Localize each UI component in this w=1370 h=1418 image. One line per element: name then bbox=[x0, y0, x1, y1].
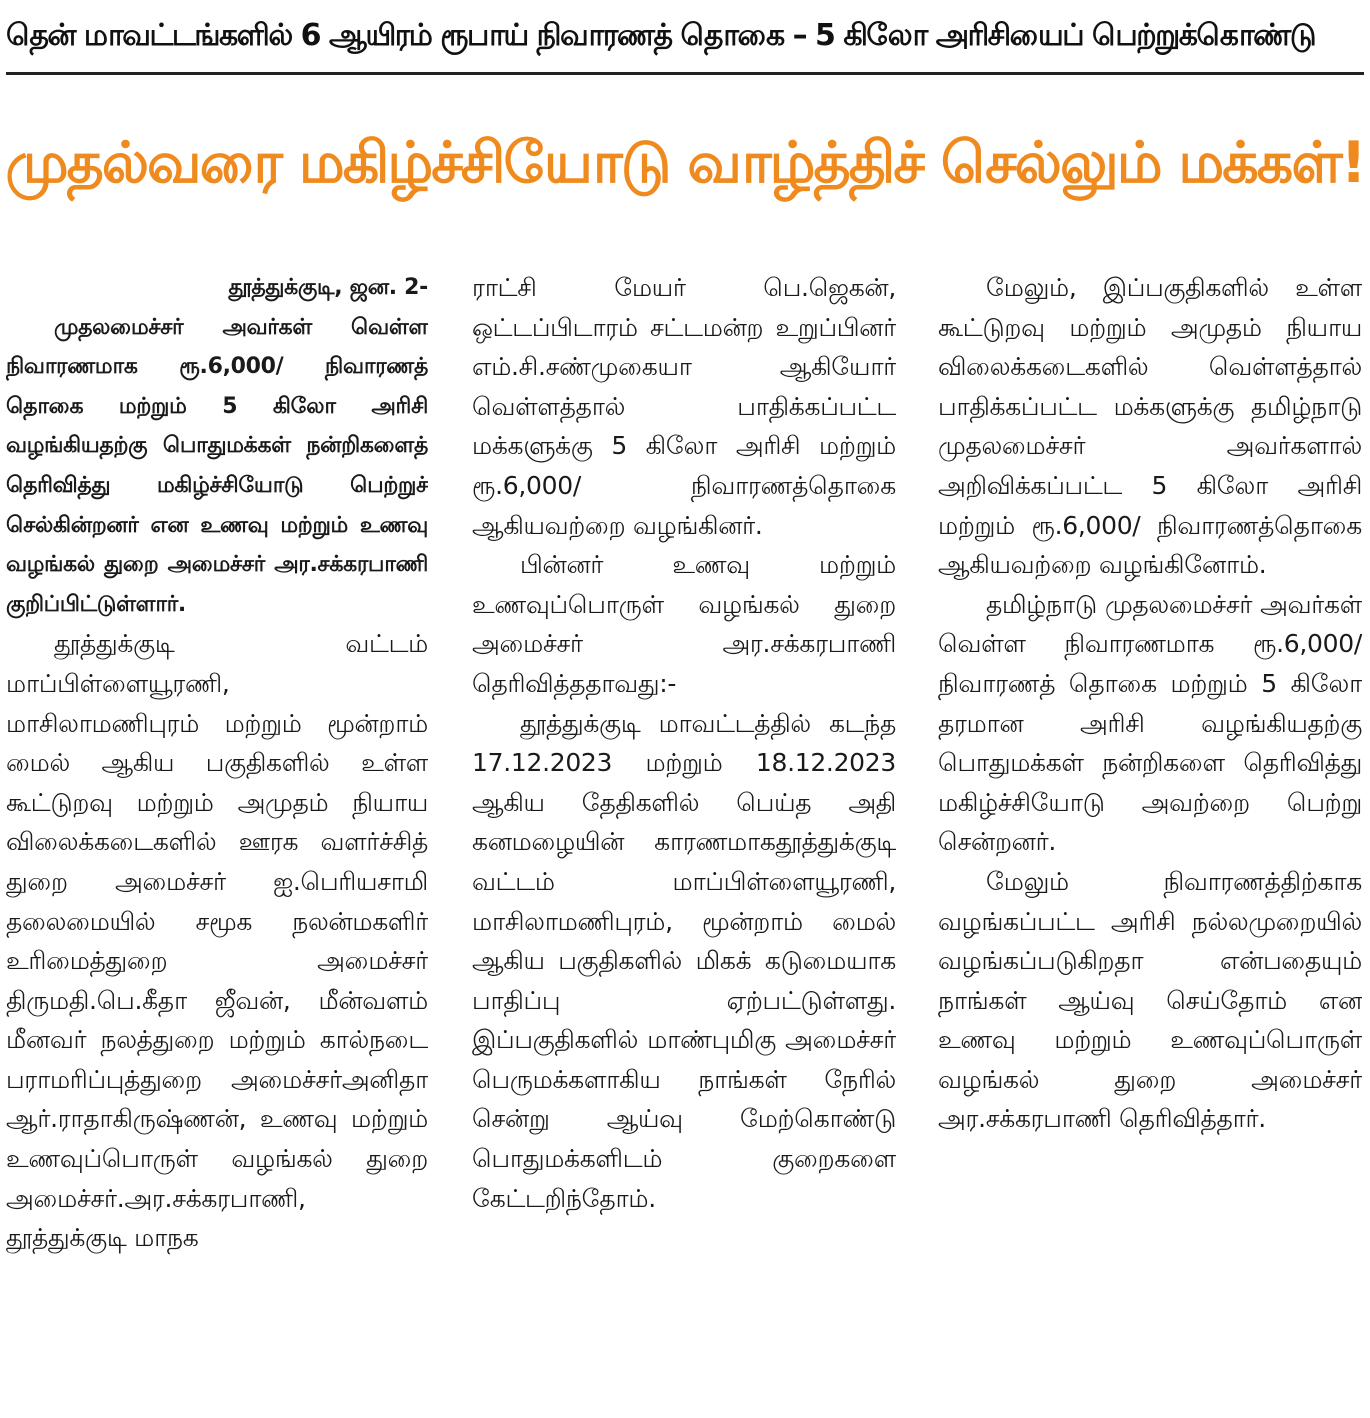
main-headline: முதல்வரை மகிழ்ச்சியோடு வாழ்த்திச் செல்லும் மக்கள்! bbox=[5, 130, 1365, 196]
dateline: தூத்துக்குடி, ஜன. 2- bbox=[228, 275, 428, 300]
lead-paragraph: முதலமைச்சர் அவர்கள் வெள்ள நிவாரணமாக ரூ.6,000/ நிவாரணத் தொகை மற்றும் 5 கிலோ அரிசி வழங்கியதற்கு பொதுமக்கள் நன்றிகளைத் தெரிவித்து மகிழ்ச்சியோடு பெற்றுச் செல்கின்றனர் என உணவு மற்றும் உணவு வழங்கல் துறை அமைச்சர் அர.சக்கரபாணி குறிப்பிட்டுள்ளார். bbox=[6, 314, 428, 617]
body-paragraph: பின்னர் உணவு மற்றும் உணவுப்பொருள் வழங்கல் துறை அமைச்சர் அர.சக்கரபாணி தெரிவித்ததாவது:- bbox=[472, 550, 896, 698]
body-paragraph: தூத்துக்குடி மாவட்டத்தில் கடந்த 17.12.2023 மற்றும் 18.12.2023 ஆகிய தேதிகளில் பெய்த அதி கனமழையின் காரணமாகதூத்துக்குடி வட்டம் மாப்பிள்ளையூரணி, மாசிலாமணிபுரம், மூன்றாம் மைல் ஆகிய பகுதிகளில் மிகக் கடுமையாக பாதிப்பு ஏற்பட்டுள்ளது. இப்பகுதிகளில் மாண்புமிகு அமைச்சர் பெருமக்களாகிய நாங்கள் நேரில் சென்று ஆய்வு மேற்கொண்டு பொதுமக்களிடம் குறைகளை கேட்டறிந்தோம். bbox=[472, 708, 896, 1213]
header-rule bbox=[6, 72, 1364, 75]
article-column-3 bbox=[938, 268, 1362, 1408]
article-column-1 bbox=[6, 268, 428, 1408]
body-paragraph: ராட்சி மேயர் பெ.ஜெகன், ஒட்டப்பிடாரம் சட்டமன்ற உறுப்பினர் எம்.சி.சண்முகையா ஆகியோர் வெள்ளத்தால் பாதிக்கப்பட்ட மக்களுக்கு 5 கிலோ அரிசி மற்றும் ரூ.6,000/ நிவாரணத்தொகை ஆகியவற்றை வழங்கினர். bbox=[472, 273, 896, 540]
body-paragraph: தமிழ்நாடு முதலமைச்சர் அவர்கள் வெள்ள நிவாரணமாக ரூ.6,000/ நிவாரணத் தொகை மற்றும் 5 கிலோ தரமான அரிசி வழங்கியதற்கு பொதுமக்கள் நன்றிகளை தெரிவித்து மகிழ்ச்சியோடு அவற்றை பெற்று சென்றனர். bbox=[938, 589, 1362, 857]
body-paragraph: தூத்துக்குடி வட்டம் மாப்பிள்ளையூரணி, மாசிலாமணிபுரம் மற்றும் மூன்றாம் மைல் ஆகிய பகுதிகளில் உள்ள கூட்டுறவு மற்றும் அமுதம் நியாய விலைக்கடைகளில் ஊரக வளர்ச்சித் துறை அமைச்சர் ஐ.பெரியசாமி தலைமையில் சமூக நலன்மகளிர் உரிமைத்துறை அமைச்சர் திருமதி.பெ.கீதா ஜீவன், மீன்வளம் மீனவர் நலத்துறை மற்றும் கால்நடை பராமரிப்புத்துறை அமைச்சர்அனிதா ஆர்.ராதாகிருஷ்ணன், உணவு மற்றும் உணவுப்பொருள் வழங்கல் துறை அமைச்சர்.அர.சக்கரபாணி, தூத்துக்குடி மாநக bbox=[6, 629, 428, 1253]
article-column-2 bbox=[472, 268, 896, 1408]
kicker-headline: தென் மாவட்டங்களில் 6 ஆயிரம் ரூபாய் நிவாரணத் தொகை – 5 கிலோ அரிசியைப் பெற்றுக்கொண்டு bbox=[6, 17, 1316, 53]
body-paragraph: மேலும், இப்பகுதிகளில் உள்ள கூட்டுறவு மற்றும் அமுதம் நியாய விலைக்கடைகளில் வெள்ளத்தால் பாதிக்கப்பட்ட மக்களுக்கு தமிழ்நாடு முதலமைச்சர் அவர்களால் அறிவிக்கப்பட்ட 5 கிலோ அரிசி மற்றும் ரூ.6,000/ நிவாரணத்தொகை ஆகியவற்றை வழங்கினோம். bbox=[938, 273, 1362, 580]
body-paragraph: மேலும் நிவாரணத்திற்காக வழங்கப்பட்ட அரிசி நல்லமுறையில் வழங்கப்படுகிறதா என்பதையும் நாங்கள் ஆய்வு செய்தோம் என உணவு மற்றும் உணவுப்பொருள் வழங்கல் துறை அமைச்சர் அர.சக்கரபாணி தெரிவித்தார். bbox=[938, 866, 1362, 1134]
